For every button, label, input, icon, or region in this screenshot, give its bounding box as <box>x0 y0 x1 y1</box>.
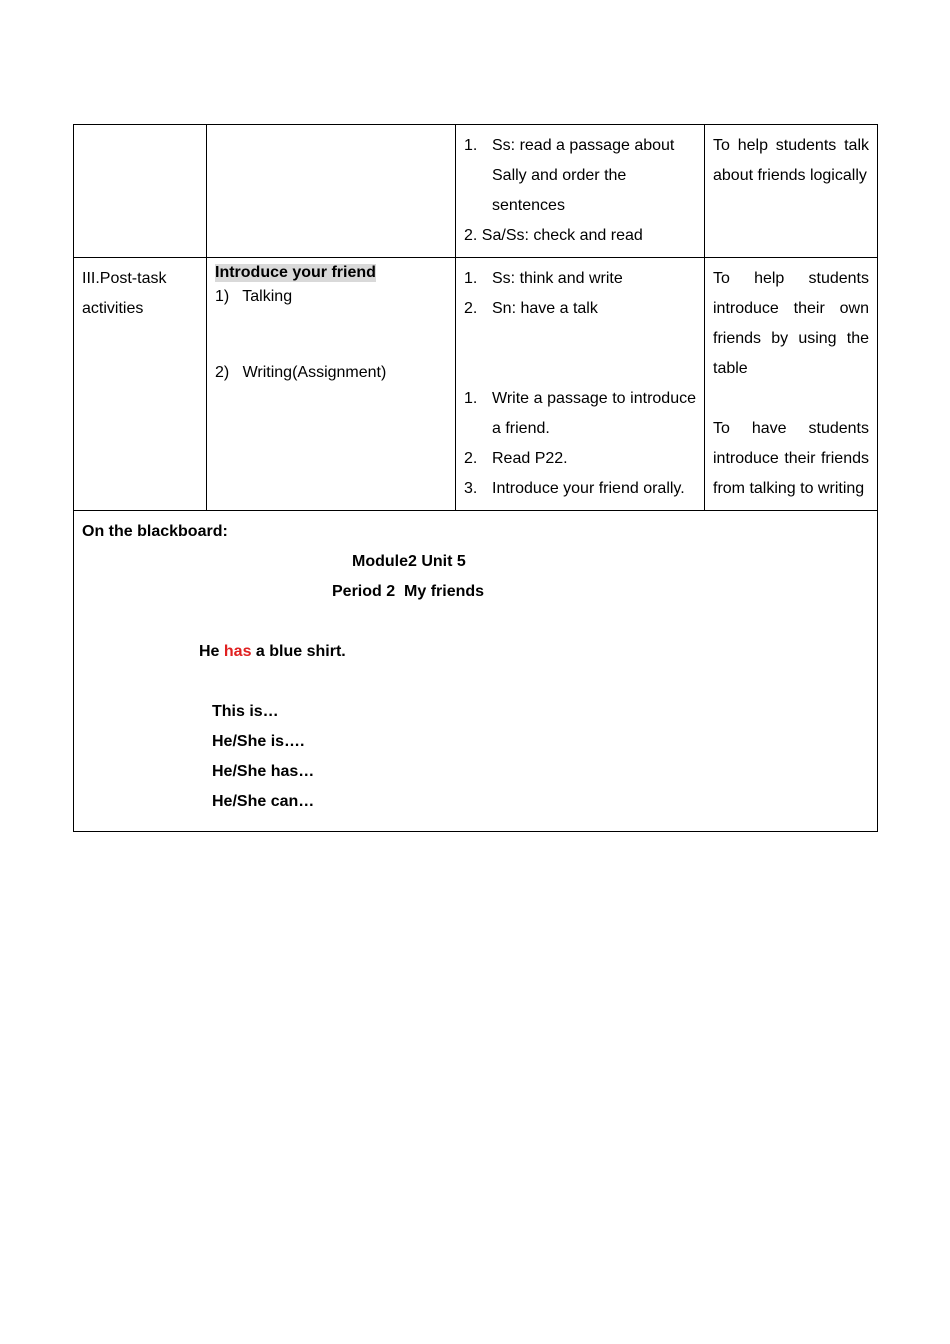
content-item: 2) Writing(Assignment) <box>215 364 387 381</box>
purpose-cell: To help students talk about friends logically <box>705 125 878 258</box>
blackboard-row <box>74 511 878 832</box>
table-row <box>74 258 878 511</box>
content-cell <box>207 125 456 258</box>
pattern-line: He/She can… <box>212 793 315 810</box>
pattern-line: This is… <box>212 703 279 720</box>
blackboard-heading: On the blackboard: <box>82 523 228 540</box>
key-word: has <box>223 643 252 660</box>
procedure-cell <box>456 125 705 258</box>
list-item: 1. Write a passage to introduce a friend. <box>464 390 696 437</box>
content-cell <box>207 258 456 511</box>
talking-steps <box>464 264 696 324</box>
writing-steps <box>464 384 696 504</box>
lesson-plan-table <box>73 124 878 832</box>
list-item: 3. Introduce your friend orally. <box>464 480 685 497</box>
procedure-item: 2. Sa/Ss: check and read <box>464 227 643 244</box>
list-item: 2. Read P22. <box>464 450 568 467</box>
list-item: 2. Sn: have a talk <box>464 300 598 317</box>
content-item: 1) Talking <box>215 288 293 305</box>
procedure-item: 1. Ss: read a passage about Sally and order the sentences <box>464 137 675 214</box>
period-title: Period 2 My friends <box>332 583 485 600</box>
purpose-cell: To help students introduce their own friends by using the table To have students introduce their friends from talking to writing <box>705 258 878 511</box>
example-sentence: He has a blue shirt. <box>199 643 346 660</box>
stage-cell: III.Post-task activities <box>74 258 207 511</box>
pattern-line: He/She has… <box>212 763 315 780</box>
pattern-line: He/She is…. <box>212 733 305 750</box>
blackboard-cell <box>74 511 878 832</box>
list-item: 1. Ss: think and write <box>464 270 623 287</box>
module-title: Module2 Unit 5 <box>352 553 466 570</box>
content-title: Introduce your friend <box>215 264 376 281</box>
procedure-cell <box>456 258 705 511</box>
table-row <box>74 125 878 258</box>
stage-cell <box>74 125 207 258</box>
